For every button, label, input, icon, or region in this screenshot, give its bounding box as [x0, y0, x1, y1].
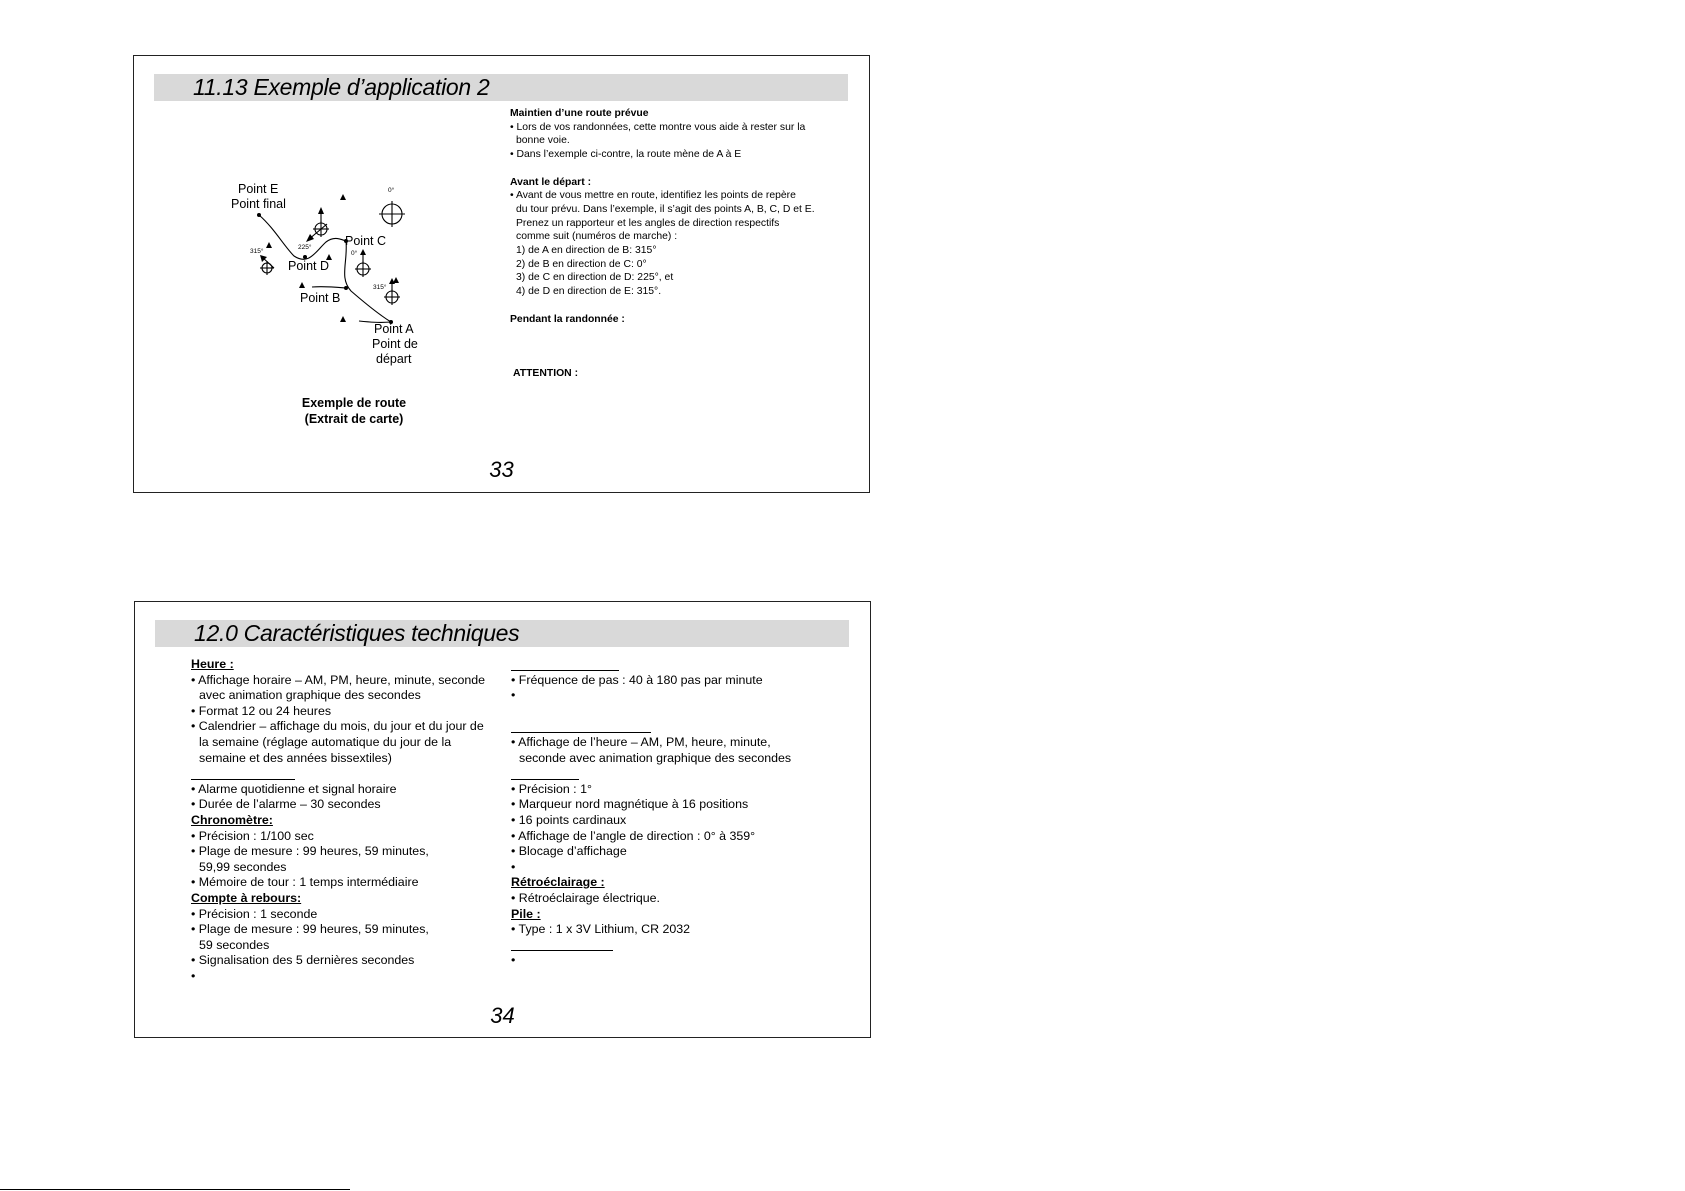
label-angle-315-left: 315°: [250, 248, 264, 255]
text-heading: Maintien d’une route prévue: [510, 108, 649, 119]
spec-line: • Format 12 ou 24 heures: [191, 703, 332, 718]
text-line: 1) de A en direction de B: 315°: [516, 245, 657, 257]
label-point-d: Point D: [288, 259, 329, 273]
spec-line: seconde avec animation graphique des secondes: [519, 750, 792, 765]
spec-line: 59,99 secondes: [199, 859, 287, 874]
page-number: 33: [489, 457, 514, 482]
blank-heading-rule: [511, 938, 851, 954]
spec-line: • Alarme quotidienne et signal horaire: [191, 781, 397, 796]
spec-line: • Type : 1 x 3V Lithium, CR 2032: [511, 922, 691, 937]
spec-line: • Précision : 1 seconde: [191, 906, 318, 921]
label-angle-315-right: 315°: [373, 284, 387, 291]
text-line: • Lors de vos randonnées, cette montre vous aide à rester sur la: [510, 121, 806, 133]
label-point-b: Point B: [300, 291, 341, 305]
label-depart: départ: [376, 352, 412, 366]
attention-heading: ATTENTION :: [513, 368, 579, 379]
label-angle-0-top: 0°: [388, 187, 395, 194]
spec-line: • Blocage d’affichage: [511, 844, 627, 859]
text-line: • Dans l’exemple ci-contre, la route mène de A à E: [510, 149, 742, 161]
text-line: • Avant de vous mettre en route, identifiez les points de repère: [510, 190, 796, 202]
spec-line: • Affichage horaire – AM, PM, heure, minute, seconde: [191, 672, 486, 687]
label-angle-0-c: 0°: [351, 250, 358, 257]
text-line: 3) de C en direction de D: 225°, et: [516, 272, 674, 284]
section-title: 11.13 Exemple d’application 2: [193, 74, 490, 100]
spec-line: avec animation graphique des secondes: [199, 688, 421, 703]
map-caption-line-1: Exemple de route: [301, 396, 407, 410]
text-heading: Avant le départ :: [510, 176, 592, 188]
label-point-a: Point A: [374, 322, 414, 336]
footer-rule: [0, 1189, 350, 1190]
specs-right-column: [511, 657, 851, 969]
label-angle-225: 225°: [298, 244, 312, 251]
spec-line: • Durée de l’alarme – 30 secondes: [191, 797, 381, 812]
spec-heading: Pile :: [511, 906, 541, 921]
text-line: du tour prévu. Dans l’exemple, il s’agit des points A, B, C, D et E.: [516, 203, 815, 215]
instructions-text: [510, 107, 860, 326]
spacer: [511, 704, 851, 720]
map-caption-line-2: (Extrait de carte): [304, 412, 404, 426]
spec-line: •: [511, 688, 516, 703]
spec-line: • Plage de mesure : 99 heures, 59 minutes,: [191, 922, 429, 937]
text-line: [510, 299, 860, 313]
spec-line: • Mémoire de tour : 1 temps intermédiaire: [191, 875, 419, 890]
spec-line: • Fréquence de pas : 40 à 180 pas par minute: [511, 672, 763, 687]
label-point-de: Point de: [372, 337, 418, 351]
spec-heading: Rétroéclairage :: [511, 875, 605, 890]
spec-line: • Affichage de l’angle de direction : 0° à 359°: [511, 828, 756, 843]
spec-line: • Précision : 1°: [511, 781, 592, 796]
spec-line: •: [511, 859, 516, 874]
text-line: comme suit (numéros de marche) :: [516, 231, 678, 243]
map-caption: [274, 395, 434, 427]
spec-line: • Rétroéclairage électrique.: [511, 890, 660, 905]
spec-line: • Précision : 1/100 sec: [191, 828, 314, 843]
spec-line: la semaine (réglage automatique du jour de la: [199, 734, 452, 749]
spec-line: •: [511, 953, 516, 968]
spec-line: • Plage de mesure : 99 heures, 59 minutes,: [191, 844, 429, 859]
label-point-c: Point C: [345, 234, 386, 248]
text-heading: Pendant la randonnée :: [510, 313, 625, 325]
specs-left-column: [191, 657, 511, 984]
blank-heading-rule: [511, 766, 851, 782]
blank-heading-rule: [511, 719, 851, 735]
spec-heading: Compte à rebours:: [191, 890, 302, 905]
text-line: bonne voie.: [516, 135, 570, 147]
label-point-e: Point E: [238, 182, 279, 196]
blank-heading-rule: [511, 657, 851, 673]
spec-heading: Heure :: [191, 657, 234, 671]
spec-line: • 16 points cardinaux: [511, 812, 627, 827]
compass-rose-left: [260, 261, 274, 275]
spec-line: • Affichage de l’heure – AM, PM, heure, minute,: [511, 734, 771, 749]
text-line: 2) de B en direction de C: 0°: [516, 258, 647, 270]
text-line: [510, 162, 860, 176]
spec-line: • Signalisation des 5 dernières secondes: [191, 953, 415, 968]
spec-line: semaine et des années bissextiles): [199, 750, 392, 765]
text-line: Prenez un rapporteur et les angles de direction respectifs: [516, 217, 780, 229]
spec-heading: Chronomètre:: [191, 812, 273, 827]
spec-line: •: [191, 968, 196, 983]
label-point-final: Point final: [231, 197, 286, 211]
text-line: 4) de D en direction de E: 315°.: [516, 286, 662, 298]
manual-page-33: [133, 55, 870, 493]
manual-page-34: [134, 601, 871, 1038]
section-title-band: [155, 620, 849, 647]
page-number: 34: [490, 1003, 515, 1028]
spec-line: • Calendrier – affichage du mois, du jour et du jour de: [191, 719, 484, 734]
compass-rose-top: [379, 201, 405, 227]
section-title: 12.0 Caractéristiques techniques: [194, 620, 520, 646]
blank-heading-rule: [191, 766, 511, 782]
spec-line: 59 secondes: [199, 937, 270, 952]
spec-line: • Marqueur nord magnétique à 16 positions: [511, 797, 749, 812]
